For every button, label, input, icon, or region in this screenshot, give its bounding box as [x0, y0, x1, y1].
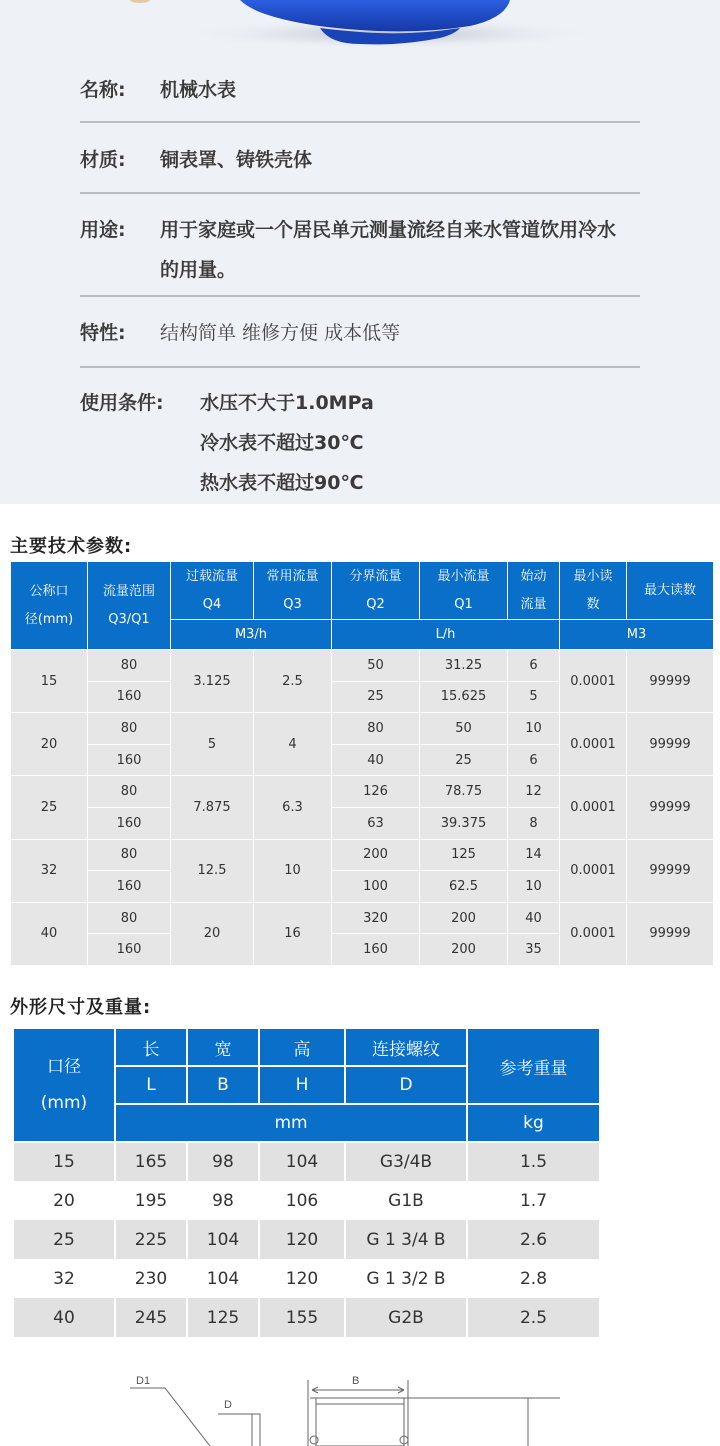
drawing-label-d1: D1: [136, 1375, 151, 1387]
cell-diameter: 40: [13, 1298, 115, 1337]
cell-weight: 2.6: [467, 1220, 600, 1259]
divider: [80, 192, 640, 194]
dims-header-b: B: [187, 1066, 259, 1104]
spec-feature-row: [80, 313, 640, 353]
cell-q2: 63: [332, 807, 420, 839]
spec-conditions-row: [80, 383, 640, 503]
cell-q2: 126: [332, 776, 420, 808]
spec-usage-label: 用途:: [80, 219, 126, 241]
cell-width: 104: [187, 1259, 259, 1298]
spec-conditions-values: [200, 383, 374, 503]
cell-q2: 200: [332, 839, 420, 871]
dims-row: [13, 1259, 600, 1298]
cell-thread: G2B: [345, 1298, 467, 1337]
dimensions-weight-table: [12, 1027, 601, 1337]
cell-q4: 12.5: [171, 839, 254, 902]
header-diameter: 公称口 径(mm): [11, 562, 88, 650]
params-row: [11, 902, 714, 934]
cell-diameter: 20: [13, 1181, 115, 1220]
cell-q4: 7.875: [171, 776, 254, 839]
dims-header-l: L: [115, 1066, 187, 1104]
params-section-title: 主要技术参数:: [10, 536, 133, 557]
cell-start-flow: 35: [508, 934, 560, 966]
cell-start-flow: 6: [508, 744, 560, 776]
cell-min-reading: 0.0001: [560, 650, 627, 713]
dims-header-h: H: [259, 1066, 345, 1104]
cell-max-reading: 99999: [627, 713, 714, 776]
cell-flow-range: 80: [88, 776, 171, 808]
dims-row: [13, 1220, 600, 1259]
cell-length: 225: [115, 1220, 187, 1259]
cell-q3: 4: [254, 713, 332, 776]
spec-name-label: 名称:: [80, 79, 126, 101]
cell-q4: 5: [171, 713, 254, 776]
cell-weight: 1.7: [467, 1181, 600, 1220]
technical-params-table: [10, 561, 714, 966]
cell-width: 125: [187, 1298, 259, 1337]
cell-width: 98: [187, 1142, 259, 1181]
cell-length: 165: [115, 1142, 187, 1181]
cell-weight: 2.5: [467, 1298, 600, 1337]
dims-row: [13, 1142, 600, 1181]
cell-diameter: 20: [11, 713, 88, 776]
cell-diameter: 15: [11, 650, 88, 713]
cell-q1: 15.625: [420, 681, 508, 713]
cell-start-flow: 12: [508, 776, 560, 808]
cell-start-flow: 14: [508, 839, 560, 871]
cell-q2: 50: [332, 650, 420, 682]
cell-max-reading: 99999: [627, 839, 714, 902]
cell-q4: 20: [171, 902, 254, 965]
spec-usage-value: 用于家庭或一个居民单元测量流经自来水管道饮用冷水的用量。: [160, 219, 617, 281]
params-row: [11, 713, 714, 745]
spec-conditions-label: 使用条件:: [80, 392, 164, 414]
dims-section-title: 外形尺寸及重量:: [10, 997, 152, 1018]
dims-header-unit-mm: mm: [115, 1104, 467, 1142]
cell-q3: 2.5: [254, 650, 332, 713]
cell-thread: G3/4B: [345, 1142, 467, 1181]
cell-q1: 39.375: [420, 807, 508, 839]
cell-length: 230: [115, 1259, 187, 1298]
cell-start-flow: 40: [508, 902, 560, 934]
cell-min-reading: 0.0001: [560, 713, 627, 776]
cell-max-reading: 99999: [627, 650, 714, 713]
cell-width: 98: [187, 1181, 259, 1220]
cell-width: 104: [187, 1220, 259, 1259]
cell-diameter: 15: [13, 1142, 115, 1181]
cell-start-flow: 10: [508, 871, 560, 903]
dims-header-thread: 连接螺纹: [345, 1028, 467, 1066]
cell-q1: 50: [420, 713, 508, 745]
header-flow-range: 流量范围 Q3/Q1: [88, 562, 171, 650]
cell-max-reading: 99999: [627, 776, 714, 839]
dims-header-height: 高: [259, 1028, 345, 1066]
cell-height: 106: [259, 1181, 345, 1220]
cell-q2: 40: [332, 744, 420, 776]
header-unit-lh: L/h: [332, 620, 560, 650]
header-q2: 分界流量 Q2: [332, 562, 420, 620]
spec-name-row: [80, 70, 640, 110]
cell-flow-range: 160: [88, 807, 171, 839]
cell-diameter: 25: [13, 1220, 115, 1259]
cell-start-flow: 8: [508, 807, 560, 839]
cell-flow-range: 160: [88, 871, 171, 903]
params-row: [11, 776, 714, 808]
cell-thread: G1B: [345, 1181, 467, 1220]
condition-hot-water: 热水表不超过90℃: [200, 472, 364, 494]
cell-q1: 31.25: [420, 650, 508, 682]
cell-min-reading: 0.0001: [560, 839, 627, 902]
cell-diameter: 32: [13, 1259, 115, 1298]
dims-header-length: 长: [115, 1028, 187, 1066]
header-start-flow: 始动 流量: [508, 562, 560, 620]
cell-flow-range: 160: [88, 934, 171, 966]
spec-name-value: 机械水表: [160, 79, 237, 101]
cell-thread: G 1 3/2 B: [345, 1259, 467, 1298]
dims-row: [13, 1298, 600, 1337]
dimension-drawing: [0, 1360, 720, 1446]
cell-q1: 62.5: [420, 871, 508, 903]
cell-q1: 125: [420, 839, 508, 871]
dims-header-diameter: 口径 (mm): [13, 1028, 115, 1142]
cell-q3: 6.3: [254, 776, 332, 839]
condition-cold-water: 冷水表不超过30℃: [200, 432, 364, 454]
cell-q2: 100: [332, 871, 420, 903]
cell-height: 155: [259, 1298, 345, 1337]
divider: [80, 295, 640, 297]
dims-header-weight: 参考重量: [467, 1028, 600, 1104]
params-row: [11, 839, 714, 871]
divider: [80, 366, 640, 368]
cell-q2: 25: [332, 681, 420, 713]
cell-thread: G 1 3/4 B: [345, 1220, 467, 1259]
header-q1: 最小流量 Q1: [420, 562, 508, 620]
cell-weight: 2.8: [467, 1259, 600, 1298]
cell-height: 120: [259, 1259, 345, 1298]
cell-q1: 25: [420, 744, 508, 776]
dims-header-width: 宽: [187, 1028, 259, 1066]
dims-row: [13, 1181, 600, 1220]
cell-max-reading: 99999: [627, 902, 714, 965]
drawing-label-d: D: [224, 1399, 232, 1411]
cell-flow-range: 160: [88, 681, 171, 713]
spec-usage-row: [80, 210, 640, 290]
cell-q1: 200: [420, 902, 508, 934]
cell-flow-range: 80: [88, 839, 171, 871]
cell-flow-range: 160: [88, 744, 171, 776]
cell-start-flow: 10: [508, 713, 560, 745]
divider: [80, 121, 640, 123]
spec-feature-label: 特性:: [80, 322, 126, 344]
header-q4: 过载流量 Q4: [171, 562, 254, 620]
cell-min-reading: 0.0001: [560, 902, 627, 965]
cell-height: 104: [259, 1142, 345, 1181]
cell-q4: 3.125: [171, 650, 254, 713]
drawing-label-b: B: [352, 1375, 360, 1387]
cell-q1: 78.75: [420, 776, 508, 808]
cell-start-flow: 6: [508, 650, 560, 682]
cell-height: 120: [259, 1220, 345, 1259]
header-unit-m3h: M3/h: [171, 620, 332, 650]
condition-pressure: 水压不大于1.0MPa: [200, 392, 374, 414]
spec-material-row: [80, 140, 640, 180]
header-max-reading: 最大读数: [627, 562, 714, 620]
spec-material-label: 材质:: [80, 149, 126, 171]
cell-diameter: 40: [11, 902, 88, 965]
dims-header-unit-kg: kg: [467, 1104, 600, 1142]
header-q3: 常用流量 Q3: [254, 562, 332, 620]
cell-weight: 1.5: [467, 1142, 600, 1181]
cell-diameter: 32: [11, 839, 88, 902]
cell-diameter: 25: [11, 776, 88, 839]
dims-header-d: D: [345, 1066, 467, 1104]
cell-flow-range: 80: [88, 713, 171, 745]
water-meter-product-image: [0, 0, 720, 60]
cell-q3: 10: [254, 839, 332, 902]
cell-q3: 16: [254, 902, 332, 965]
cell-q2: 80: [332, 713, 420, 745]
header-min-reading: 最小读 数: [560, 562, 627, 620]
header-unit-m3: M3: [560, 620, 714, 650]
cell-length: 245: [115, 1298, 187, 1337]
params-row: [11, 650, 714, 682]
cell-q2: 320: [332, 902, 420, 934]
cell-min-reading: 0.0001: [560, 776, 627, 839]
cell-q2: 160: [332, 934, 420, 966]
spec-material-value: 铜表罩、铸铁壳体: [160, 149, 313, 171]
spec-feature-value: 结构简单 维修方便 成本低等: [160, 322, 401, 344]
cell-q1: 200: [420, 934, 508, 966]
cell-flow-range: 80: [88, 902, 171, 934]
cell-flow-range: 80: [88, 650, 171, 682]
cell-length: 195: [115, 1181, 187, 1220]
cell-start-flow: 5: [508, 681, 560, 713]
product-info-panel: [0, 0, 720, 504]
